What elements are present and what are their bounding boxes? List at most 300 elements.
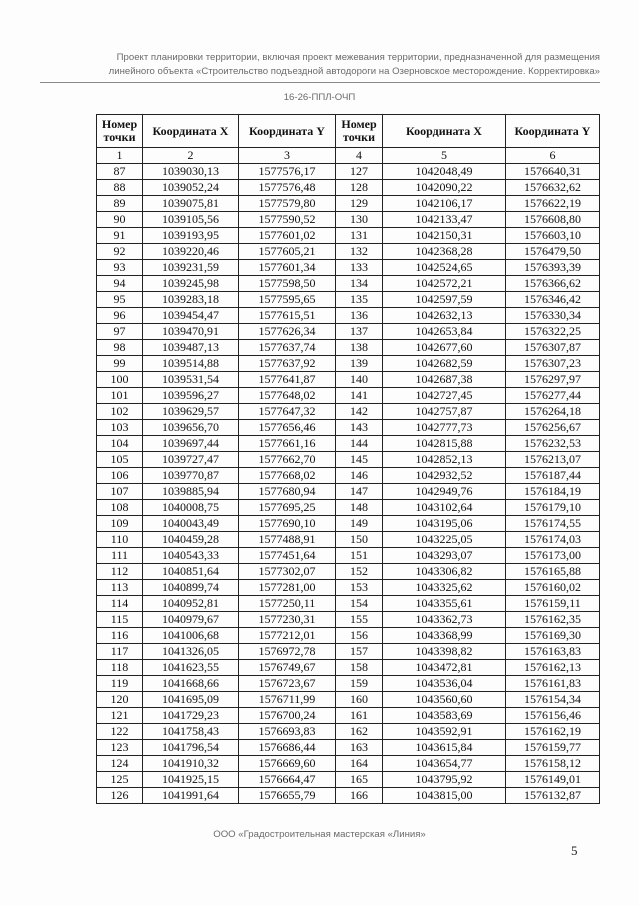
table-cell: 1042524,65 [383,260,506,276]
table-cell: 1576149,01 [506,772,600,788]
table-cell: 1042368,28 [383,244,506,260]
table-cell: 1577302,07 [239,564,336,580]
table-cell: 121 [97,708,143,724]
table-cell: 1577451,64 [239,548,336,564]
table-cell: 1576160,02 [506,580,600,596]
table-cell: 98 [97,340,143,356]
table-cell: 1041668,66 [143,676,239,692]
table-cell: 160 [336,692,383,708]
table-cell: 1576322,25 [506,324,600,340]
table-cell: 1043398,82 [383,644,506,660]
table-row [97,644,600,660]
table-cell: 1039727,47 [143,452,239,468]
column-header: Координата X [383,115,506,148]
table-cell: 165 [336,772,383,788]
table-row [97,388,600,404]
column-header: Координата Y [239,115,336,148]
table-cell: 1043293,07 [383,548,506,564]
table-cell: 87 [97,164,143,180]
table-cell: 1043102,64 [383,500,506,516]
table-cell: 1040979,67 [143,612,239,628]
table-cell: 1040459,28 [143,532,239,548]
table-cell: 1043560,60 [383,692,506,708]
table-cell: 1577576,48 [239,180,336,196]
table-cell: 1576174,03 [506,532,600,548]
table-cell: 1043815,00 [383,788,506,804]
table-cell: 1040008,75 [143,500,239,516]
table-cell: 1039454,47 [143,308,239,324]
document-code: 16-26-ППЛ-ОЧП [283,92,356,103]
column-header: Номер точки [336,115,383,148]
table-cell: 92 [97,244,143,260]
table-cell: 1576640,31 [506,164,600,180]
table-cell: 1577576,17 [239,164,336,180]
table-row [97,436,600,452]
table-cell: 1042757,87 [383,404,506,420]
table-row [97,324,600,340]
table-cell: 1043195,06 [383,516,506,532]
table-cell: 1043654,77 [383,756,506,772]
table-cell: 140 [336,372,383,388]
table-cell: 88 [97,180,143,196]
table-cell: 1042106,17 [383,196,506,212]
table-cell: 1039885,94 [143,484,239,500]
table-row [97,756,600,772]
table-cell: 108 [97,500,143,516]
column-number: 6 [506,148,600,164]
table-row [97,676,600,692]
table-row [97,228,600,244]
table-cell: 1577680,94 [239,484,336,500]
table-cell: 1041910,32 [143,756,239,772]
header-line-1: Проект планировки территории, включая проект межевания территории, предназначенной для размещения [116,52,600,63]
table-cell: 130 [336,212,383,228]
table-cell: 1042815,88 [383,436,506,452]
table-cell: 101 [97,388,143,404]
table-cell: 128 [336,180,383,196]
table-cell: 1576179,10 [506,500,600,516]
table-cell: 1576162,35 [506,612,600,628]
table-cell: 1577656,46 [239,420,336,436]
table-row [97,724,600,740]
table-cell: 1043795,92 [383,772,506,788]
table-cell: 1041326,05 [143,644,239,660]
table-cell: 110 [97,532,143,548]
table-row [97,420,600,436]
table-cell: 1041991,64 [143,788,239,804]
table-cell: 113 [97,580,143,596]
table-cell: 1039470,91 [143,324,239,340]
table-cell: 1040899,74 [143,580,239,596]
table-cell: 109 [97,516,143,532]
column-number-row [97,148,600,164]
table-cell: 1576346,42 [506,292,600,308]
table-cell: 1576686,44 [239,740,336,756]
table-row [97,500,600,516]
table-cell: 103 [97,420,143,436]
table-cell: 1576700,24 [239,708,336,724]
table-cell: 1039105,56 [143,212,239,228]
table-cell: 1576307,87 [506,340,600,356]
column-header: Координата X [143,115,239,148]
table-cell: 1039514,88 [143,356,239,372]
table-cell: 1043472,81 [383,660,506,676]
table-cell: 1039231,59 [143,260,239,276]
table-cell: 1576622,19 [506,196,600,212]
table-cell: 155 [336,612,383,628]
table-cell: 106 [97,468,143,484]
table-row [97,532,600,548]
column-number: 5 [383,148,506,164]
table-cell: 95 [97,292,143,308]
table-cell: 1576165,88 [506,564,600,580]
table-cell: 1577212,01 [239,628,336,644]
table-cell: 120 [97,692,143,708]
table-cell: 1576603,10 [506,228,600,244]
table-cell: 1577590,52 [239,212,336,228]
table-cell: 1042653,84 [383,324,506,340]
table-cell: 1040952,81 [143,596,239,612]
table-cell: 152 [336,564,383,580]
table-cell: 125 [97,772,143,788]
table-cell: 1042677,60 [383,340,506,356]
table-cell: 135 [336,292,383,308]
table-row [97,468,600,484]
table-cell: 112 [97,564,143,580]
table-cell: 111 [97,548,143,564]
table-cell: 1041729,23 [143,708,239,724]
table-row [97,356,600,372]
table-cell: 136 [336,308,383,324]
table-cell: 1043583,69 [383,708,506,724]
table-cell: 1576669,60 [239,756,336,772]
column-number: 4 [336,148,383,164]
table-body [97,164,600,804]
table-cell: 1576162,19 [506,724,600,740]
table-row [97,260,600,276]
header-line-2: линейного объекта «Строительство подъездной автодороги на Озерновское месторождение. Корректировка» [108,66,600,77]
table-cell: 138 [336,340,383,356]
table-cell: 1576154,34 [506,692,600,708]
table-cell: 142 [336,404,383,420]
table-cell: 129 [336,196,383,212]
table-cell: 1040543,33 [143,548,239,564]
table-row [97,452,600,468]
table-cell: 1039220,46 [143,244,239,260]
table-cell: 150 [336,532,383,548]
table-cell: 151 [336,548,383,564]
table-cell: 1576655,79 [239,788,336,804]
table-cell: 1577615,51 [239,308,336,324]
table-row [97,180,600,196]
table-cell: 1576161,83 [506,676,600,692]
table-cell: 1039283,18 [143,292,239,308]
table-cell: 166 [336,788,383,804]
table-row [97,244,600,260]
table-cell: 164 [336,756,383,772]
table-cell: 1040043,49 [143,516,239,532]
table-cell: 1043362,73 [383,612,506,628]
table-cell: 1576664,47 [239,772,336,788]
table-cell: 1039770,87 [143,468,239,484]
table-cell: 141 [336,388,383,404]
table-cell: 159 [336,676,383,692]
table-cell: 115 [97,612,143,628]
table-cell: 1041796,54 [143,740,239,756]
table-cell: 158 [336,660,383,676]
table-cell: 1577579,80 [239,196,336,212]
table-cell: 1043325,62 [383,580,506,596]
table-cell: 1576159,11 [506,596,600,612]
table-cell: 143 [336,420,383,436]
table-cell: 105 [97,452,143,468]
table-cell: 153 [336,580,383,596]
table-cell: 1039030,13 [143,164,239,180]
table-cell: 1576972,78 [239,644,336,660]
table-cell: 96 [97,308,143,324]
table-cell: 1577601,02 [239,228,336,244]
table-cell: 1576297,97 [506,372,600,388]
document-header [40,51,600,79]
table-cell: 91 [97,228,143,244]
table-cell: 100 [97,372,143,388]
table-cell: 93 [97,260,143,276]
table-cell: 134 [336,276,383,292]
table-cell: 1041925,15 [143,772,239,788]
table-row [97,580,600,596]
table-cell: 1041623,55 [143,660,239,676]
table-row [97,340,600,356]
column-number: 3 [239,148,336,164]
column-header: Номер точки [97,115,143,148]
table-cell: 157 [336,644,383,660]
table-cell: 1576608,80 [506,212,600,228]
table-cell: 94 [97,276,143,292]
table-cell: 1577281,00 [239,580,336,596]
table-header-row [97,115,600,148]
table-cell: 1042632,13 [383,308,506,324]
table-cell: 1576307,23 [506,356,600,372]
table-row [97,660,600,676]
table-cell: 1039193,95 [143,228,239,244]
table-row [97,292,600,308]
table-cell: 1577250,11 [239,596,336,612]
table-cell: 1042150,31 [383,228,506,244]
header-divider [40,82,600,83]
table-cell: 132 [336,244,383,260]
table-cell: 1576184,19 [506,484,600,500]
table-cell: 1042777,73 [383,420,506,436]
table-row [97,404,600,420]
table-cell: 1039245,98 [143,276,239,292]
table-cell: 1042727,45 [383,388,506,404]
table-cell: 1577626,34 [239,324,336,340]
table-cell: 1576479,50 [506,244,600,260]
table-row [97,308,600,324]
table-cell: 114 [97,596,143,612]
table-cell: 1039596,27 [143,388,239,404]
table-cell: 102 [97,404,143,420]
table-cell: 1576693,83 [239,724,336,740]
table-cell: 1043355,61 [383,596,506,612]
table-cell: 137 [336,324,383,340]
table-cell: 1040851,64 [143,564,239,580]
table-cell: 1577662,70 [239,452,336,468]
table-cell: 1577595,65 [239,292,336,308]
table-cell: 1577598,50 [239,276,336,292]
column-number: 1 [97,148,143,164]
table-cell: 1042852,13 [383,452,506,468]
coordinates-table [96,114,600,804]
table-row [97,692,600,708]
table-cell: 1576264,18 [506,404,600,420]
table-cell: 1576173,00 [506,548,600,564]
table-cell: 1576132,87 [506,788,600,804]
table-cell: 1577690,10 [239,516,336,532]
table-row [97,372,600,388]
table-cell: 90 [97,212,143,228]
table-cell: 1042572,21 [383,276,506,292]
table-cell: 146 [336,468,383,484]
table-cell: 1577641,87 [239,372,336,388]
table-cell: 1576256,67 [506,420,600,436]
table-cell: 1042932,52 [383,468,506,484]
table-cell: 1576330,34 [506,308,600,324]
table-cell: 1043592,91 [383,724,506,740]
table-cell: 122 [97,724,143,740]
table-cell: 1577647,32 [239,404,336,420]
table-cell: 1576158,12 [506,756,600,772]
table-cell: 1576393,39 [506,260,600,276]
table-cell: 89 [97,196,143,212]
table-row [97,548,600,564]
table-cell: 118 [97,660,143,676]
table-row [97,612,600,628]
table-row [97,484,600,500]
table-cell: 104 [97,436,143,452]
table-cell: 1041695,09 [143,692,239,708]
table-cell: 1039487,13 [143,340,239,356]
table-cell: 163 [336,740,383,756]
table-cell: 1577661,16 [239,436,336,452]
table-cell: 1576156,46 [506,708,600,724]
table-row [97,564,600,580]
table-cell: 145 [336,452,383,468]
table-cell: 124 [97,756,143,772]
table-cell: 1576163,83 [506,644,600,660]
table-cell: 1039531,54 [143,372,239,388]
table-cell: 1041758,43 [143,724,239,740]
table-cell: 1577648,02 [239,388,336,404]
table-cell: 1042682,59 [383,356,506,372]
table-cell: 1577230,31 [239,612,336,628]
table-cell: 148 [336,500,383,516]
table-cell: 1577488,91 [239,532,336,548]
table-cell: 1042090,22 [383,180,506,196]
table-row [97,212,600,228]
table-row [97,628,600,644]
table-cell: 149 [336,516,383,532]
table-cell: 1043536,04 [383,676,506,692]
table-cell: 1043615,84 [383,740,506,756]
table-cell: 1039629,57 [143,404,239,420]
page-number: 5 [571,843,578,858]
table-cell: 1576749,67 [239,660,336,676]
table-cell: 147 [336,484,383,500]
table-cell: 1577637,92 [239,356,336,372]
table-cell: 1039052,24 [143,180,239,196]
table-cell: 162 [336,724,383,740]
table-cell: 131 [336,228,383,244]
table-cell: 1043368,99 [383,628,506,644]
table-cell: 1577695,25 [239,500,336,516]
table-cell: 139 [336,356,383,372]
table-cell: 1576366,62 [506,276,600,292]
table-row [97,708,600,724]
table-cell: 1041006,68 [143,628,239,644]
table-cell: 127 [336,164,383,180]
table-row [97,276,600,292]
table-cell: 1577605,21 [239,244,336,260]
table-cell: 144 [336,436,383,452]
table-cell: 1043225,05 [383,532,506,548]
table-cell: 1576159,77 [506,740,600,756]
table-cell: 161 [336,708,383,724]
column-number: 2 [143,148,239,164]
table-cell: 1577637,74 [239,340,336,356]
table-cell: 107 [97,484,143,500]
table-cell: 1576277,44 [506,388,600,404]
table-cell: 1576213,07 [506,452,600,468]
table-cell: 97 [97,324,143,340]
table-cell: 1576723,67 [239,676,336,692]
table-cell: 1577601,34 [239,260,336,276]
table-cell: 1039656,70 [143,420,239,436]
table-row [97,772,600,788]
table-cell: 154 [336,596,383,612]
table-cell: 1576169,30 [506,628,600,644]
table-cell: 1576174,55 [506,516,600,532]
table-row [97,788,600,804]
table-cell: 156 [336,628,383,644]
table-cell: 116 [97,628,143,644]
table-cell: 99 [97,356,143,372]
table-cell: 1042949,76 [383,484,506,500]
table-cell: 1576711,99 [239,692,336,708]
table-cell: 123 [97,740,143,756]
table-cell: 1576632,62 [506,180,600,196]
table-cell: 117 [97,644,143,660]
table-cell: 1042133,47 [383,212,506,228]
table-row [97,164,600,180]
table-cell: 1576187,44 [506,468,600,484]
table-cell: 1576232,53 [506,436,600,452]
table-cell: 1042687,38 [383,372,506,388]
table-row [97,740,600,756]
table-cell: 1043306,82 [383,564,506,580]
column-header: Координата Y [506,115,600,148]
table-cell: 1577668,02 [239,468,336,484]
table-cell: 1576162,13 [506,660,600,676]
table-cell: 1042597,59 [383,292,506,308]
table-row [97,516,600,532]
footer-organization: ООО «Градостроительная мастерская «Линия» [213,829,426,840]
table-cell: 1039075,81 [143,196,239,212]
table-cell: 126 [97,788,143,804]
table-row [97,596,600,612]
table-cell: 1039697,44 [143,436,239,452]
table-row [97,196,600,212]
